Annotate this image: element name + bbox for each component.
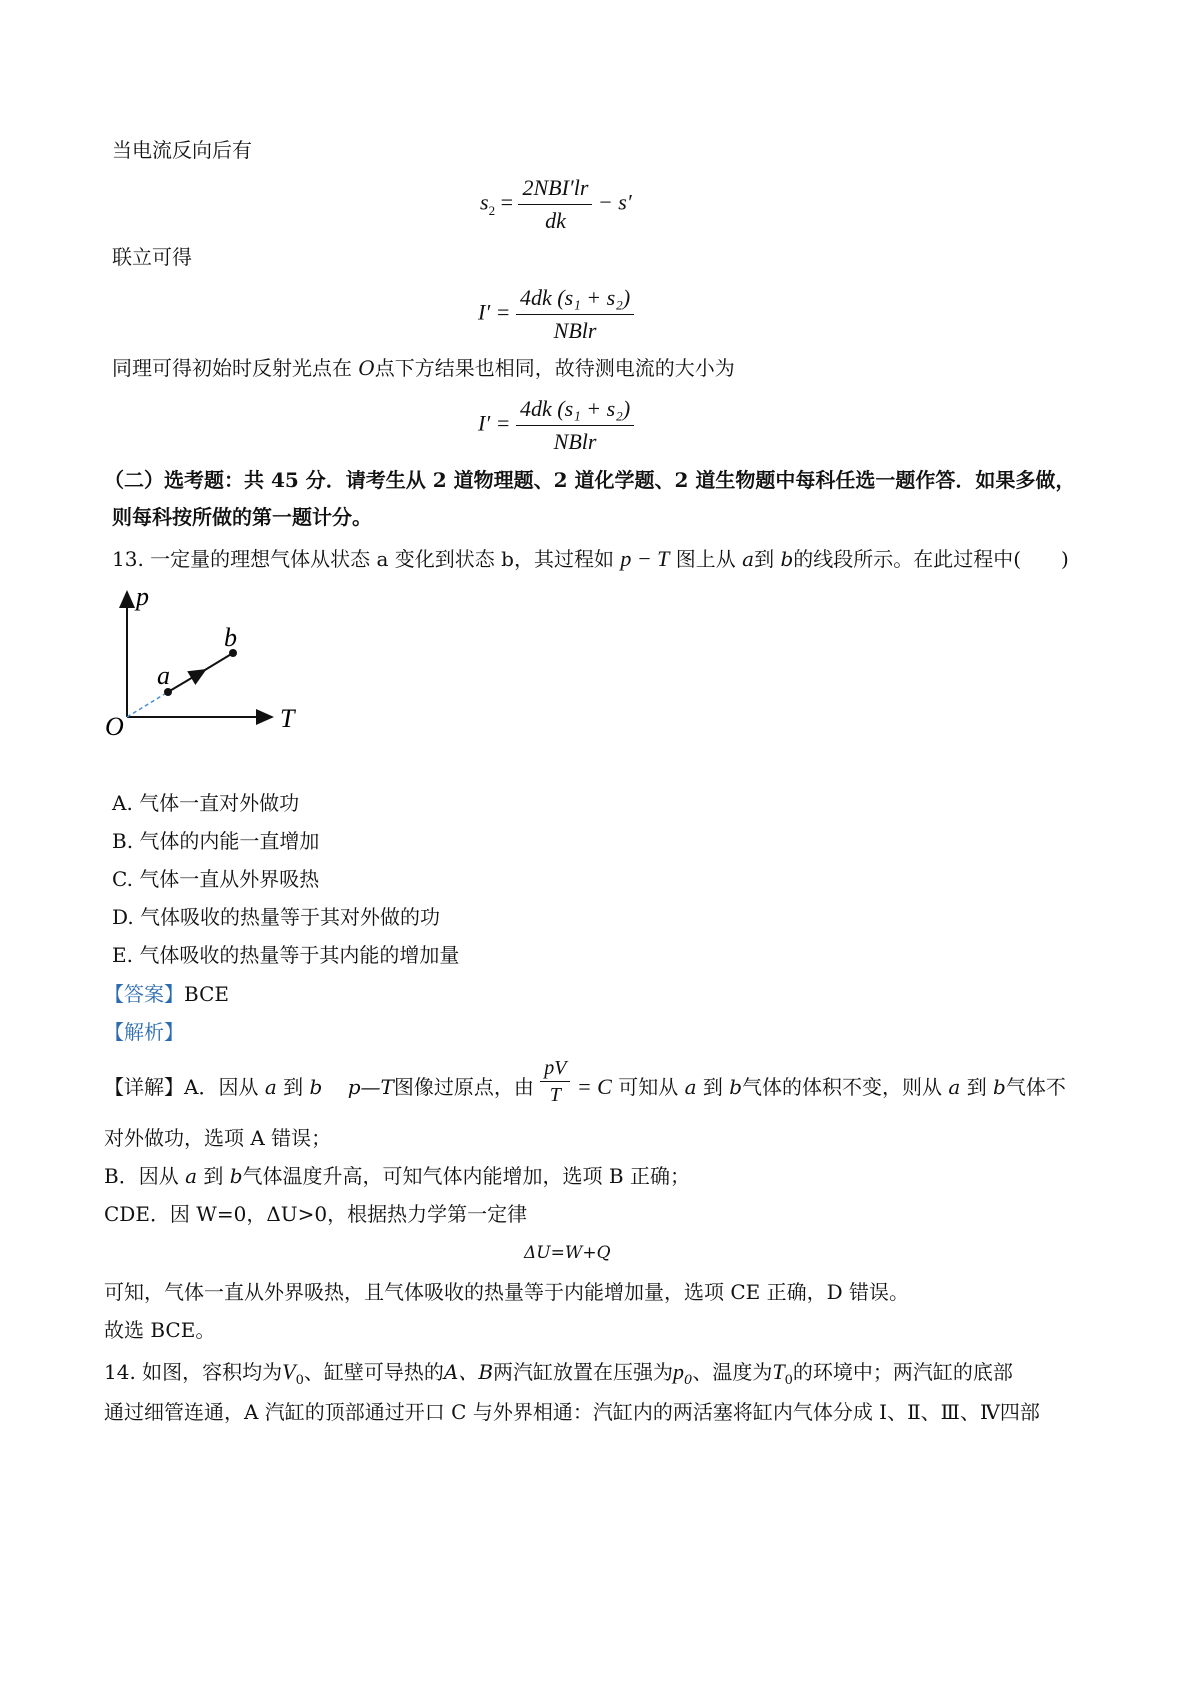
- text-line: 联立可得: [112, 245, 192, 269]
- formula-lhs: I′ =: [478, 299, 511, 325]
- math-inline: b: [780, 547, 794, 571]
- formula-current-2: [478, 396, 634, 455]
- option-e: E. 气体吸收的热量等于其内能的增加量: [112, 943, 460, 967]
- text-segment: 点下方结果也相同，故待测电流的大小为: [374, 356, 735, 380]
- text-segment: 到: [966, 1075, 987, 1099]
- text-segment: 到: [203, 1164, 224, 1188]
- math-inline: p—T: [347, 1075, 394, 1099]
- text-segment: 的环境中；两汽缸的底部: [792, 1360, 1013, 1384]
- formula-sub: 2: [488, 202, 496, 218]
- analysis-label: 【解析】: [104, 1020, 184, 1044]
- text-segment: 【详解】A．因从: [104, 1075, 259, 1099]
- formula-denominator: dk: [545, 208, 566, 233]
- formula-s2: $s_2$ = $\frac{\text{2NBI′lr}}{dk}$ − s′: [480, 175, 632, 233]
- formula-lhs: I′ =: [478, 410, 511, 436]
- formula-current-1: [478, 285, 634, 344]
- math-inline: p: [673, 1359, 685, 1384]
- math-inline: b: [229, 1164, 243, 1188]
- detail-line-2: 对外做功，选项 A 错误；: [104, 1126, 332, 1150]
- math-sub: 0: [684, 1373, 693, 1388]
- math-inline: a: [264, 1075, 277, 1099]
- pt-graph: [100, 580, 330, 750]
- text-segment: 气体的体积不变，则从: [742, 1075, 943, 1099]
- math-inline: = C: [576, 1074, 612, 1099]
- b-label: b: [224, 623, 237, 652]
- x-axis-label: T: [280, 704, 295, 733]
- text-segment: 图上从: [669, 547, 736, 571]
- detail-line-3: [104, 1166, 690, 1186]
- text-segment: 气体温度升高，可知气体内能增加，选项 B 正确；: [242, 1164, 690, 1188]
- formula-denominator: NBlr: [553, 318, 597, 343]
- text-segment: 到: [283, 1075, 304, 1099]
- math-sub: 0: [295, 1373, 304, 1388]
- a-label: a: [157, 661, 170, 690]
- text-segment: 两汽缸放置在压强为: [493, 1360, 674, 1384]
- answer-line: [104, 984, 229, 1004]
- formula-denominator: NBlr: [553, 429, 597, 454]
- section-heading: （二）选考题：共 45 分．请考生从 2 道物理题、2 道化学题、2 道生物题中每科任选一题作答．如果多做，: [104, 468, 1076, 492]
- math-inline: a: [742, 547, 755, 571]
- detail-line-1: [104, 1057, 1066, 1106]
- math-inline: A、B: [443, 1360, 494, 1384]
- math-inline: b: [309, 1075, 323, 1099]
- formula-numerator: 4dk (s₁ + s₂): [516, 396, 634, 426]
- text-segment: 13. 一定量的理想气体从状态 a 变化到状态 b，其过程如: [112, 547, 614, 571]
- math-inline: a: [948, 1075, 961, 1099]
- question-13: [112, 548, 1069, 570]
- math-inline: T: [772, 1359, 785, 1384]
- answer-value: BCE: [184, 982, 229, 1006]
- formula-numerator: pV: [540, 1058, 570, 1082]
- option-d: D. 气体吸收的热量等于其对外做的功: [112, 905, 441, 929]
- text-segment: 到: [754, 547, 775, 571]
- text-line: [112, 358, 735, 378]
- text-segment: 图像过原点，由: [393, 1075, 534, 1099]
- formula-fraction: [518, 175, 592, 234]
- process-segment: [200, 653, 233, 673]
- text-segment: 可知从: [618, 1075, 679, 1099]
- math-inline: a: [684, 1075, 697, 1099]
- text-segment: 14. 如图，容积均为: [104, 1360, 283, 1384]
- text-segment: 的线段所示。在此过程中( ): [793, 547, 1069, 571]
- text-segment: 到: [702, 1075, 723, 1099]
- math-inline: b: [729, 1075, 743, 1099]
- formula-fraction: [516, 396, 634, 455]
- math-inline: a: [185, 1164, 197, 1188]
- math-inline: p − T: [620, 546, 670, 571]
- point-label: O: [358, 356, 375, 380]
- formula-numerator: 2NBI′lr: [518, 175, 592, 205]
- math-inline: b: [993, 1075, 1006, 1099]
- text-segment: 同理可得初始时反射光点在: [112, 356, 352, 380]
- dashed-extension: [127, 692, 168, 717]
- text-segment: B．因从: [104, 1164, 179, 1188]
- detail-line-4: CDE．因 W=0，ΔU>0，根据热力学第一定律: [104, 1202, 528, 1226]
- text-line: 当电流反向后有: [112, 138, 252, 162]
- formula-tail: − s′: [597, 189, 632, 215]
- text-segment: 气体不: [1005, 1075, 1066, 1099]
- option-c: C. 气体一直从外界吸热: [112, 867, 320, 891]
- formula-fraction: [540, 1058, 570, 1105]
- question-14-line-2: 通过细管连通，A 汽缸的顶部通过开口 C 与外界相通：汽缸内的两活塞将缸内气体分成 Ⅰ、Ⅱ、Ⅲ、Ⅳ四部: [104, 1400, 1040, 1424]
- origin-label: O: [105, 712, 124, 741]
- text-segment: 、缸壁可导热的: [303, 1360, 444, 1384]
- detail-line-6: 可知，气体一直从外界吸热，且气体吸收的热量等于内能增加量，选项 CE 正确，D 错误。: [104, 1280, 910, 1304]
- first-law-formula: ΔU=W+Q: [524, 1243, 611, 1263]
- answer-label: 【答案】: [104, 982, 184, 1006]
- section-heading-cont: 则每科按所做的第一题计分。: [112, 505, 372, 529]
- formula-numerator: 4dk (s₁ + s₂): [516, 285, 634, 315]
- math-sub: 0: [784, 1373, 793, 1388]
- option-b: B. 气体的内能一直增加: [112, 829, 320, 853]
- formula-lhs: s: [480, 189, 489, 215]
- y-axis-label: p: [136, 582, 149, 611]
- formula-denominator: T: [549, 1084, 561, 1106]
- process-segment: [168, 670, 205, 692]
- formula-fraction: [516, 285, 634, 344]
- detail-line-7: 故选 BCE。: [104, 1318, 216, 1342]
- question-14: [104, 1361, 1013, 1387]
- text-segment: 、温度为: [692, 1360, 773, 1384]
- math-inline: V: [282, 1359, 296, 1384]
- option-a: A. 气体一直对外做功: [112, 791, 300, 815]
